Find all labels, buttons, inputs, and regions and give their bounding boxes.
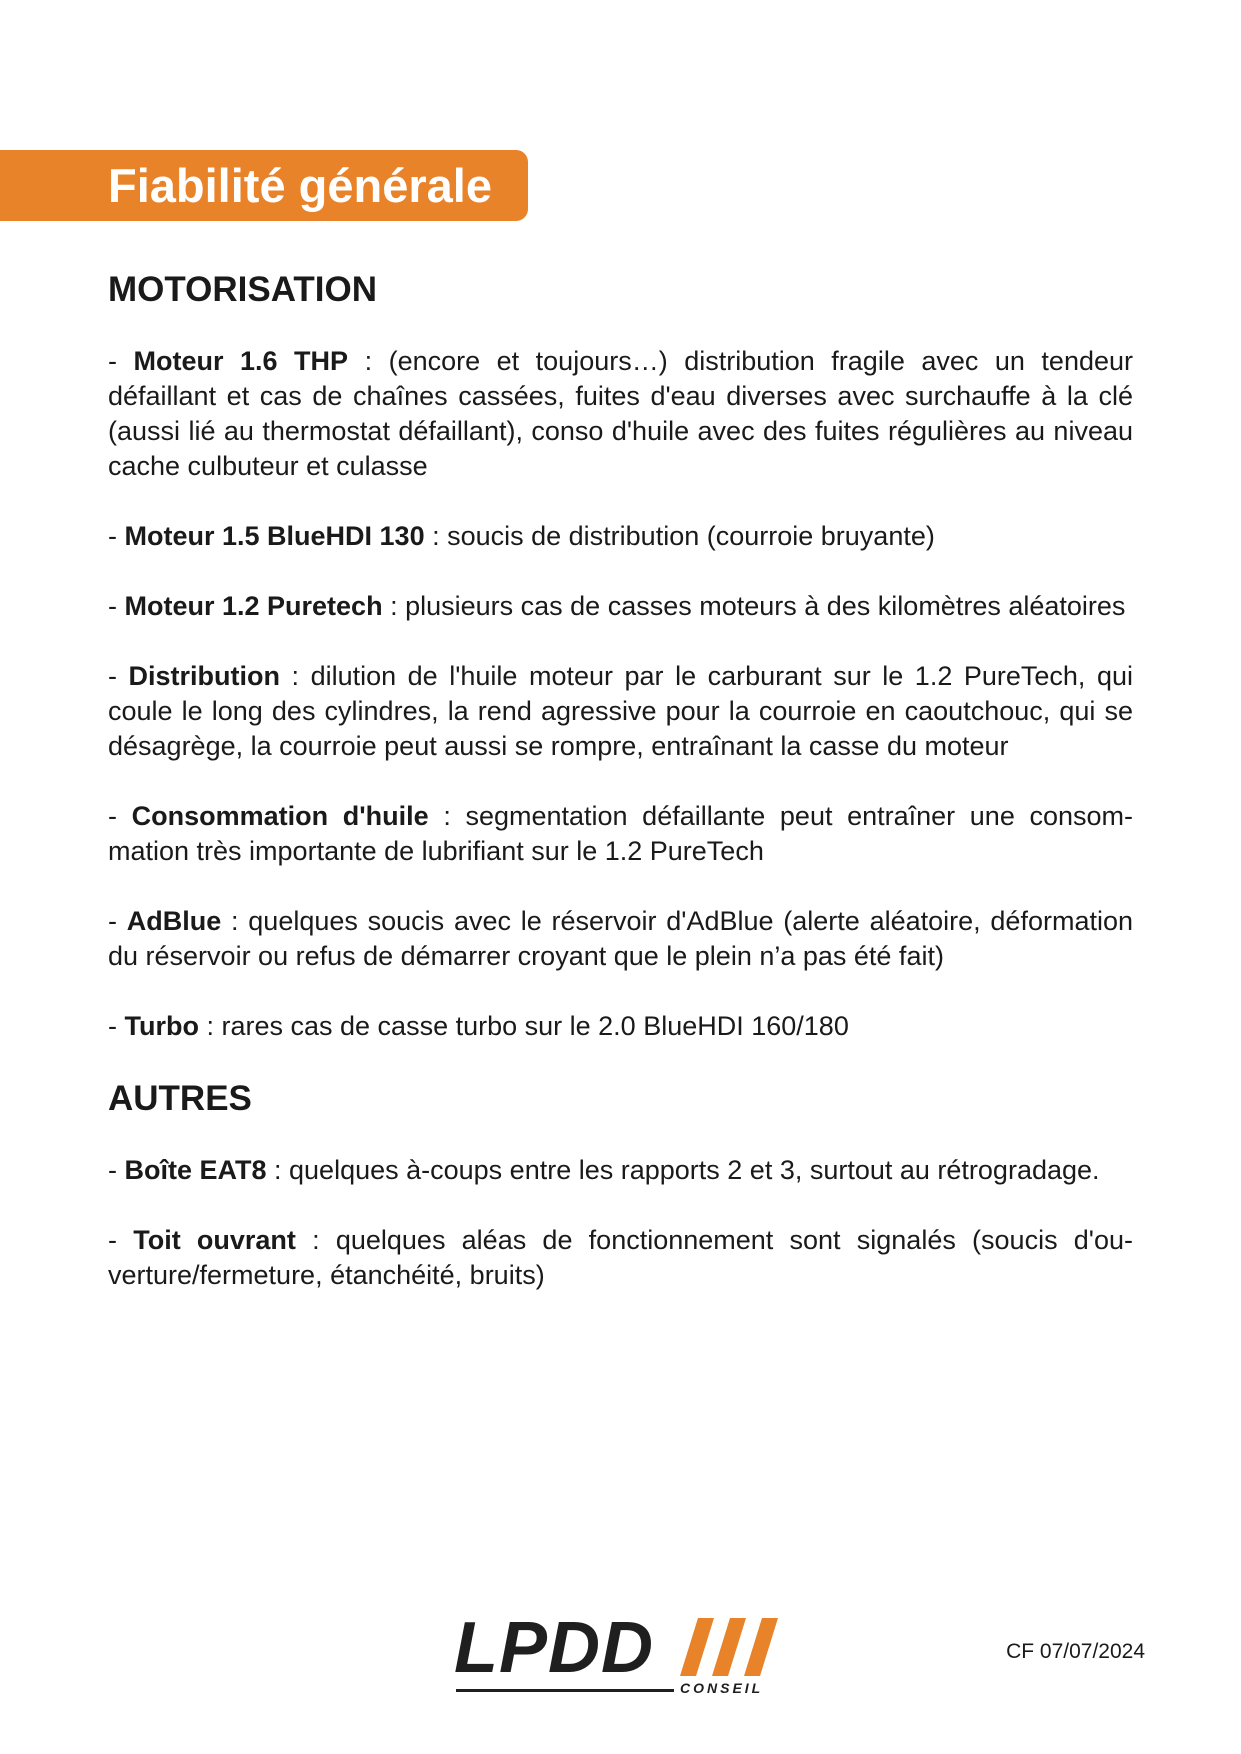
item-dash: - <box>108 1225 134 1255</box>
lpdd-logo <box>454 1608 794 1702</box>
item-text: : plusieurs cas de casses moteurs à des kilomètres aléatoires <box>382 591 1126 621</box>
logo-subtext: CONSEIL <box>680 1680 764 1696</box>
list-item <box>108 519 1133 554</box>
list-item <box>108 799 1133 869</box>
list-item <box>108 904 1133 974</box>
item-term: Moteur 1.5 BlueHDI 130 <box>124 521 425 551</box>
list-item <box>108 1223 1133 1293</box>
item-dash: - <box>108 1011 125 1041</box>
item-dash: - <box>108 906 127 936</box>
item-text: : (encore et toujours…) distribution fragile avec un tendeur défaillant et cas de chaînes cassées, fuites d'eau diverses avec surchauffe à la clé (aussi lié au thermostat défaillant), conso d'huile avec des fuites régulières au niveau cache culbuteur et culasse <box>108 346 1134 481</box>
logo-wordmark: LPDD <box>454 1608 654 1688</box>
list-item <box>108 1009 1133 1044</box>
item-term: Boîte EAT8 <box>124 1155 267 1185</box>
item-text: : dilution de l'huile moteur par le carburant sur le 1.2 PureTech, qui coule le long des cylindres, la rend agressive pour la courroie en caoutchouc, qui se désagrège, la courroie peut aussi se rompre, entraînant la casse du moteur <box>108 661 1133 761</box>
item-text: : segmentation défaillante peut entraîner une consommation très importante de lubrifiant sur le 1.2 PureTech <box>108 801 1134 866</box>
list-item <box>108 659 1133 764</box>
item-term: AdBlue <box>126 906 222 936</box>
item-dash: - <box>108 346 134 376</box>
item-text: : rares cas de casse turbo sur le 2.0 BlueHDI 160/180 <box>198 1011 849 1041</box>
item-term: Consommation d'huile <box>131 801 429 831</box>
logo-stripes-icon <box>680 1618 790 1676</box>
document-date: CF 07/07/2024 <box>1006 1640 1145 1663</box>
item-dash: - <box>108 521 125 551</box>
list-item <box>108 1153 1133 1188</box>
item-term: Moteur 1.2 Puretech <box>124 591 383 621</box>
item-term: Turbo <box>124 1011 199 1041</box>
item-dash: - <box>108 1155 125 1185</box>
item-text: : quelques à-coups entre les rapports 2 et 3, surtout au rétrogradage. <box>266 1155 1100 1185</box>
item-dash: - <box>108 591 125 621</box>
list-item <box>108 344 1133 484</box>
section-heading-motorisation: MOTORISATION <box>108 270 377 309</box>
section-heading-autres: AUTRES <box>108 1079 252 1118</box>
item-term: Toit ouvrant <box>133 1225 296 1255</box>
item-dash: - <box>108 801 132 831</box>
item-text: : quelques aléas de fonctionnement sont signalés (soucis d'ouverture/fermeture, étanchéité, bruits) <box>108 1225 1133 1290</box>
page-title: Fiabilité générale <box>108 159 492 212</box>
item-term: Moteur 1.6 THP <box>133 346 349 376</box>
item-text: : quelques soucis avec le réservoir d'AdBlue (alerte aléatoire, déformation du réservoir ou refus de démarrer croyant que le plein n’a pas été fait) <box>108 906 1133 971</box>
logo-underline <box>456 1689 674 1692</box>
title-banner <box>0 150 528 221</box>
item-text: : soucis de distribution (courroie bruyante) <box>424 521 935 551</box>
item-dash: - <box>108 661 129 691</box>
item-term: Distribution <box>128 661 281 691</box>
document-body <box>108 268 1133 1293</box>
list-item <box>108 589 1133 624</box>
